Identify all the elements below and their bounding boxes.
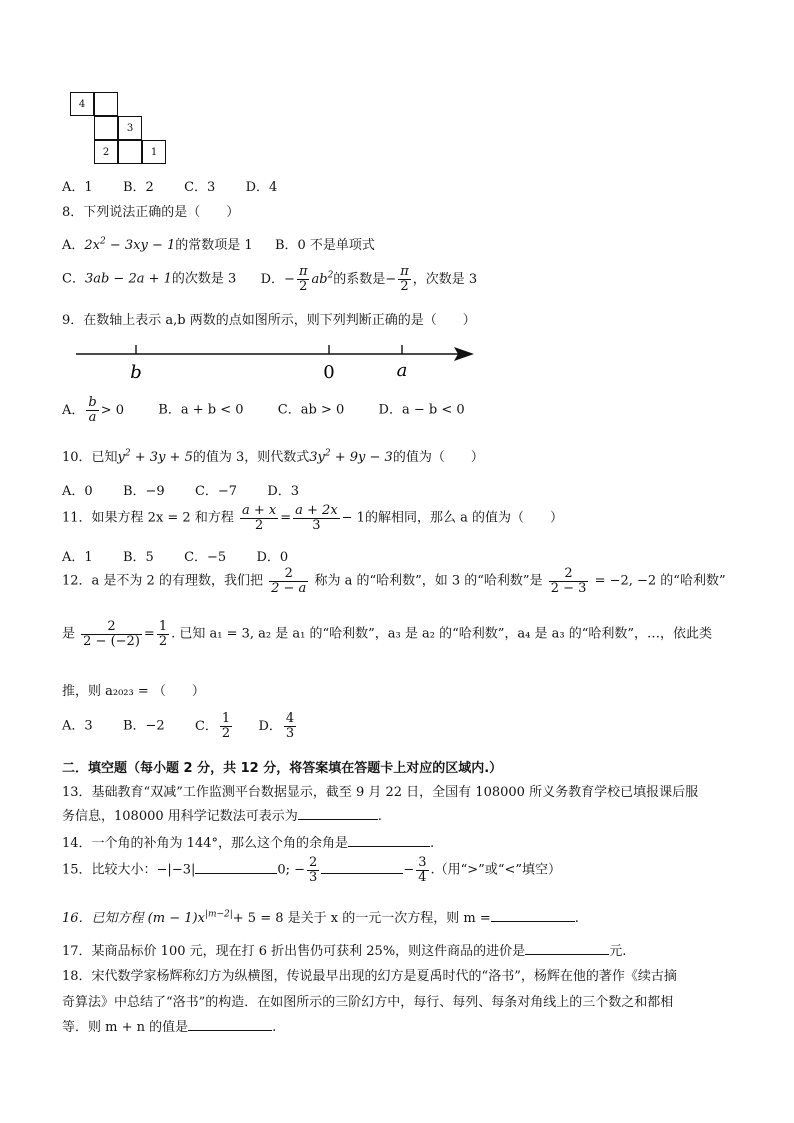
- q7-option-d[interactable]: D．4: [245, 180, 278, 195]
- q15-answer-blank-2[interactable]: [321, 861, 403, 874]
- q7-option-b[interactable]: B．2: [122, 180, 154, 195]
- q12-line2: 是 $\frac{2}{2 - (-2)}$ = $\frac{1}{2}$ . 已知 a₁ = 3, a₂ 是 a₁ 的“哈利数”，a₃ 是 a₂ 的“哈利数”，a₄ 是 a₃ 的“哈利数”，…，依此类: [62, 619, 712, 649]
- q18-line2: 奇算法》中总结了“洛书”的构造．在如图所示的三阶幻方中，每行、每列、每条对角线上的三个数之和都相: [62, 995, 674, 1010]
- q10-option-c[interactable]: C．−7: [194, 484, 238, 499]
- q9-option-d[interactable]: D．a − b < 0: [378, 402, 465, 418]
- q9-stem: 9．在数轴上表示 a,b 两数的点如图所示，则下列判断正确的是（ ）: [62, 313, 476, 328]
- q12-option-d[interactable]: D． $\frac{4}{3}$: [258, 711, 295, 741]
- q18-line1: 18．宋代数学家杨辉称幻方为纵横图，传说最早出现的幻方是夏禹时代的“洛书”，杨辉在他的著作《续古摘: [62, 969, 677, 984]
- q8-option-c[interactable]: C．3ab − 2a + 1的次数是 3: [62, 271, 237, 287]
- grid-cell: 4: [70, 92, 94, 116]
- label-a: a: [396, 360, 408, 381]
- q12-line1: 12．a 是不为 2 的有理数，我们把 $\frac{2}{2 - a}$ 称为 a 的“哈利数”，如 3 的“哈利数”是 $\frac{2}{2 - 3}$ = −2, −2 的“哈利数”: [62, 566, 726, 596]
- q8-options-cd: [62, 265, 477, 293]
- q10-options: [62, 480, 299, 499]
- q16-answer-blank[interactable]: [491, 909, 575, 922]
- number-line: [70, 338, 480, 383]
- q11-option-c[interactable]: C．−5: [184, 550, 227, 565]
- q11-option-b[interactable]: B．5: [122, 550, 154, 565]
- q10-stem: 10．已知$y^2 + 3y + 5$的值为 3，则代数式$3y^2 + 9y - 3$的值为（ ）: [62, 448, 484, 465]
- grid-cell: 3: [118, 116, 142, 140]
- q16: 16．已知方程 $(m - 1)x^{|m-2|}+ 5 = 8$ 是关于 x 的一元一次方程，则 m = .: [62, 909, 579, 926]
- q7-option-c[interactable]: C．3: [184, 180, 216, 195]
- q18-answer-blank[interactable]: [188, 1018, 272, 1031]
- q12-option-a[interactable]: A．3: [62, 718, 93, 734]
- q13-answer-blank[interactable]: [298, 807, 378, 820]
- q9-option-c[interactable]: C．ab > 0: [277, 402, 345, 418]
- q15-answer-blank-1[interactable]: [195, 861, 277, 874]
- q8-stem: 8．下列说法正确的是（ ）: [62, 205, 240, 220]
- grid-cell-empty: [94, 92, 118, 116]
- q12-line3: 推，则 a₂₀₂₃ = （ ）: [62, 684, 205, 699]
- q11-options: [62, 546, 288, 565]
- q8-option-b[interactable]: B．0 不是单项式: [274, 238, 375, 253]
- q7-option-a[interactable]: A．1: [62, 180, 93, 195]
- q12-options: [62, 712, 298, 740]
- q14-answer-blank[interactable]: [348, 834, 430, 847]
- q9-option-a[interactable]: A． $\frac{b}{a}$ > 0: [62, 395, 125, 425]
- q12-option-b[interactable]: B．−2: [122, 718, 165, 734]
- q10-option-a[interactable]: A．0: [62, 484, 93, 499]
- q15: 15．比较大小：−|−3| 0; − $\frac{2}{3}$ − $\frac{3}{4}$ .（用“>”或“<”填空）: [62, 855, 562, 885]
- q10-option-b[interactable]: B．−9: [122, 484, 165, 499]
- q11-stem: 11．如果方程 2x = 2 和方程 $\frac{a + x}{2}$ = $\frac{a + 2x}{3}$ − 1的解相同，那么 a 的值为（ ）: [62, 503, 563, 533]
- q13-line2: 务信息，108000 用科学记数法可表示为 .: [62, 809, 382, 824]
- grid-cell-empty: [118, 140, 142, 164]
- q17-answer-blank[interactable]: [525, 942, 609, 955]
- q10-option-d[interactable]: D．3: [267, 484, 300, 499]
- q9-option-b[interactable]: B．a + b < 0: [158, 402, 244, 418]
- q8-option-d[interactable]: D．− $\frac{\pi}{2}$ $ab^2$的系数是− $\frac{\pi}{2}$ ，次数是 3: [260, 264, 478, 294]
- q8-option-a[interactable]: A．$2x^2 - 3xy - 1$的常数项是 1: [62, 236, 253, 253]
- q13-line1: 13．基础教育“双减”工作监测平台数据显示，截至 9 月 22 日，全国有 108000 所义务教育学校已填报课后服: [62, 785, 699, 800]
- q11-option-d[interactable]: D．0: [256, 550, 289, 565]
- q11-option-a[interactable]: A．1: [62, 550, 93, 565]
- grid-cell-empty: [94, 116, 118, 140]
- grid-cell: 2: [94, 140, 118, 164]
- q8-options-ab: [62, 234, 375, 253]
- section-fill-in-title: 二．填空题（每小题 2 分，共 12 分，将答案填在答题卡上对应的区域内.）: [62, 761, 503, 776]
- label-0: 0: [323, 362, 335, 383]
- q12-option-c[interactable]: C． $\frac{1}{2}$: [194, 711, 231, 741]
- q18-line3: 等．则 m + n 的值是 .: [62, 1020, 277, 1035]
- label-b: b: [130, 362, 142, 383]
- q7-options: [62, 176, 277, 195]
- grid-cell: 1: [142, 140, 166, 164]
- q9-options: [62, 396, 465, 424]
- q17: 17．某商品标价 100 元，现在打 6 折出售仍可获利 25%，则这件商品的进价是 元.: [62, 944, 627, 959]
- q14: 14．一个角的补角为 144°，那么这个角的余角是 .: [62, 836, 435, 851]
